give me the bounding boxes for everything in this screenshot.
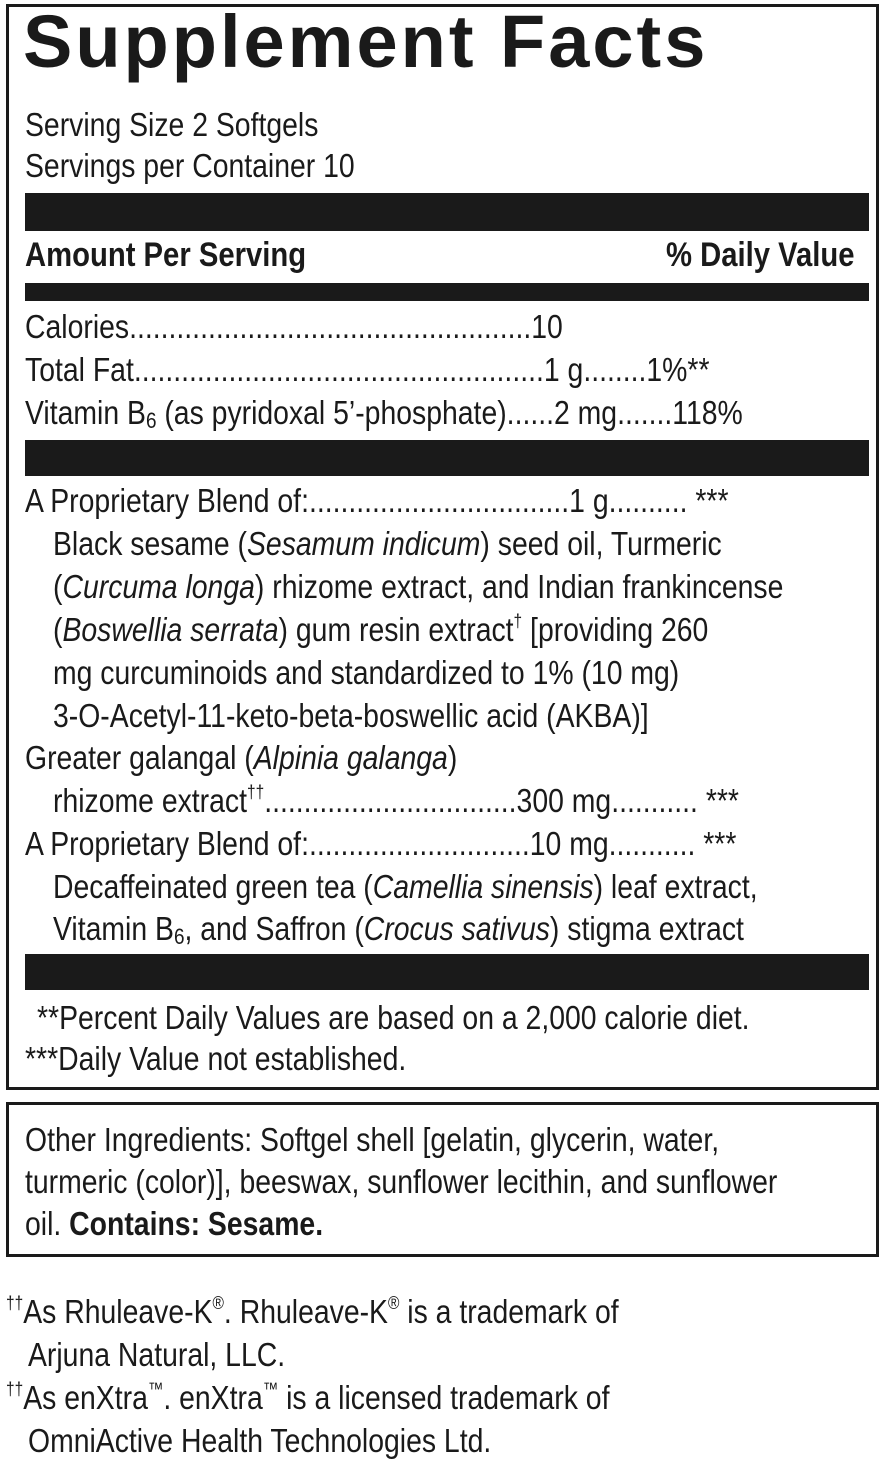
double-dagger-mark: †† bbox=[6, 1379, 24, 1399]
label-title: Supplement Facts bbox=[23, 0, 709, 83]
leader-dots: ...... bbox=[506, 394, 554, 431]
leader-dots: .................................................... bbox=[133, 351, 544, 388]
text: ) bbox=[447, 739, 458, 776]
blend-1-ingredients-line bbox=[53, 524, 722, 564]
galangal-row bbox=[25, 738, 457, 778]
thick-divider bbox=[25, 954, 869, 990]
nutrient-amount: 2 mg bbox=[553, 394, 618, 431]
nutrient-amount: 1 g bbox=[543, 351, 584, 388]
text: . enXtra bbox=[163, 1379, 263, 1416]
thick-divider bbox=[25, 193, 869, 231]
allergen-statement: Contains: Sesame. bbox=[69, 1205, 324, 1242]
blend-1-ingredients-line bbox=[53, 610, 708, 655]
double-dagger-mark: †† bbox=[246, 782, 265, 802]
text: Black sesame ( bbox=[53, 525, 247, 562]
latin-name: Camellia sinensis bbox=[372, 868, 594, 905]
text: ( bbox=[53, 568, 63, 605]
ingredient-amount: 300 mg bbox=[516, 782, 612, 819]
text: ( bbox=[53, 611, 63, 648]
text: rhizome extract bbox=[53, 782, 247, 819]
leader-dots: ........... bbox=[611, 782, 698, 819]
thick-divider bbox=[25, 440, 869, 476]
subscript: 6 bbox=[145, 408, 157, 433]
text: Greater galangal ( bbox=[25, 739, 254, 776]
blend-row-2 bbox=[25, 824, 736, 864]
blend-name: A Proprietary Blend of: bbox=[25, 825, 309, 862]
nutrient-row-calories bbox=[25, 307, 563, 347]
trademark-footnote-2 bbox=[6, 1378, 609, 1423]
text: oil. bbox=[25, 1205, 70, 1242]
registered-mark: ® bbox=[212, 1293, 224, 1313]
galangal-amount-row bbox=[53, 781, 739, 826]
double-dagger-mark: †† bbox=[6, 1293, 24, 1313]
medium-divider bbox=[25, 283, 869, 301]
text: ) seed oil, Turmeric bbox=[480, 525, 722, 562]
leader-dots: .......... bbox=[608, 482, 688, 519]
blend-row-1 bbox=[25, 481, 728, 521]
leader-dots: ................................ bbox=[264, 782, 517, 819]
amount-per-serving-header: Amount Per Serving bbox=[25, 236, 307, 274]
latin-name: Alpinia galanga bbox=[253, 739, 448, 776]
text: [providing 260 bbox=[522, 611, 709, 648]
blend-dv: *** bbox=[703, 825, 737, 862]
text: is a trademark of bbox=[399, 1293, 619, 1330]
nutrient-row-vitamin-b6 bbox=[25, 393, 743, 437]
daily-value-header: % Daily Value bbox=[666, 236, 855, 274]
latin-name: Sesamum indicum bbox=[246, 525, 481, 562]
leader-dots: ........ bbox=[583, 351, 647, 388]
text: Decaffeinated green tea ( bbox=[53, 868, 373, 905]
trademark-footnote-2-line-2: OmniActive Health Technologies Ltd. bbox=[28, 1422, 492, 1459]
text: ) stigma extract bbox=[549, 910, 744, 947]
other-ingredients-panel bbox=[6, 1102, 879, 1257]
leader-dots: ....... bbox=[617, 394, 673, 431]
serving-size: Serving Size 2 Softgels bbox=[25, 106, 319, 143]
nutrient-name-detail: (as pyridoxal 5’-phosphate) bbox=[156, 394, 507, 431]
nutrient-row-total-fat bbox=[25, 350, 710, 390]
blend-1-ingredients-line: mg curcuminoids and standardized to 1% (10 mg) bbox=[53, 654, 680, 691]
leader-dots: ........... bbox=[608, 825, 696, 862]
footnote-daily-values: **Percent Daily Values are based on a 2,000 calorie diet. bbox=[37, 999, 750, 1036]
blend-amount: 1 g bbox=[569, 482, 609, 519]
subscript: 6 bbox=[173, 924, 185, 949]
nutrient-amount: 10 bbox=[531, 308, 563, 345]
other-ingredients-line bbox=[25, 1203, 323, 1245]
trademark-mark: ™ bbox=[262, 1379, 279, 1399]
trademark-mark: ™ bbox=[147, 1379, 164, 1399]
latin-name: Curcuma longa bbox=[62, 568, 255, 605]
nutrient-name: Calories bbox=[25, 308, 130, 345]
text: is a licensed trademark of bbox=[278, 1379, 610, 1416]
blend-2-ingredients-line bbox=[53, 867, 758, 907]
blend-1-ingredients-line: 3-O-Acetyl-11-keto-beta-boswellic acid (AKBA)] bbox=[53, 697, 649, 734]
leader-dots: ................................. bbox=[308, 482, 570, 519]
blend-name: A Proprietary Blend of: bbox=[25, 482, 309, 519]
blend-amount: 10 mg bbox=[529, 825, 609, 862]
trademark-footnote-1 bbox=[6, 1292, 619, 1337]
leader-dots: ............................ bbox=[308, 825, 530, 862]
leader-dots: ................................................... bbox=[129, 308, 532, 345]
dagger-mark: † bbox=[513, 611, 523, 631]
nutrient-name: Total Fat bbox=[25, 351, 134, 388]
text: , and Saffron ( bbox=[184, 910, 364, 947]
text: ) leaf extract, bbox=[593, 868, 758, 905]
servings-per-container: Servings per Container 10 bbox=[25, 147, 355, 184]
ingredient-dv: *** bbox=[705, 782, 739, 819]
text: Vitamin B bbox=[53, 910, 174, 947]
text: As enXtra bbox=[23, 1379, 148, 1416]
trademark-footnote-1-line-2: Arjuna Natural, LLC. bbox=[28, 1336, 286, 1373]
latin-name: Crocus sativus bbox=[363, 910, 550, 947]
other-ingredients-line: turmeric (color)], beeswax, sunflower lecithin, and sunflower bbox=[25, 1163, 778, 1200]
text: ) rhizome extract, and Indian frankincense bbox=[254, 568, 784, 605]
text: ) gum resin extract bbox=[278, 611, 514, 648]
nutrient-name: Vitamin B bbox=[25, 394, 146, 431]
blend-dv: *** bbox=[695, 482, 729, 519]
blend-1-ingredients-line bbox=[53, 567, 783, 607]
latin-name: Boswellia serrata bbox=[62, 611, 279, 648]
registered-mark: ® bbox=[387, 1293, 400, 1313]
nutrient-dv: 118% bbox=[672, 394, 743, 431]
blend-2-ingredients-line bbox=[53, 909, 744, 953]
nutrient-dv: 1%** bbox=[646, 351, 710, 388]
footnote-not-established: ***Daily Value not established. bbox=[25, 1040, 407, 1077]
text: As Rhuleave-K bbox=[23, 1293, 213, 1330]
other-ingredients-line: Other Ingredients: Softgel shell [gelatin, glycerin, water, bbox=[25, 1121, 720, 1158]
text: . Rhuleave-K bbox=[223, 1293, 388, 1330]
supplement-facts-panel bbox=[6, 0, 879, 1090]
